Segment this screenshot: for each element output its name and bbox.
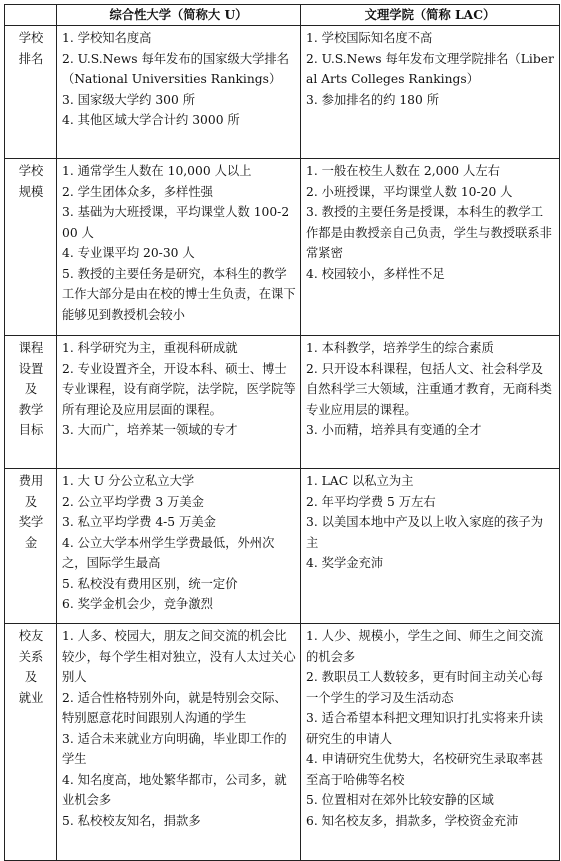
university-cell xyxy=(57,624,301,861)
lac-cell xyxy=(301,336,560,469)
list-item: 2. 公立平均学费 3 万美金 xyxy=(62,494,204,509)
item-list xyxy=(306,338,555,441)
header-lac: 文理学院（简称 LAC） xyxy=(301,5,560,26)
item-list xyxy=(306,626,555,831)
item-list xyxy=(306,471,555,574)
list-item: 3. 适合未来就业方向明确，毕业即工作的学生 xyxy=(62,731,287,766)
lac-cell xyxy=(301,624,560,861)
list-item: 1. 科学研究为主，重视科研成就 xyxy=(62,341,238,355)
list-item: 6. 奖学金机会少，竞争激烈 xyxy=(62,597,213,611)
list-item: 4. 奖学金充沛 xyxy=(306,556,384,570)
row-header xyxy=(5,159,57,336)
row-header-line: 就业 xyxy=(18,690,44,705)
item-list xyxy=(62,161,296,325)
item-list xyxy=(62,28,296,131)
list-item: 1. 本科教学，培养学生的综合素质 xyxy=(306,341,494,355)
row-header-line: 校友 xyxy=(18,629,44,643)
row-header xyxy=(5,624,57,861)
list-item: 4. 公立大学本州学生学费最低，外州次之，国际学生最高 xyxy=(62,535,275,570)
row-header-line: 奖学 xyxy=(18,515,44,529)
row-ranking xyxy=(5,26,560,159)
row-header-line: 费用 xyxy=(18,474,44,488)
row-header-line: 学校 xyxy=(18,164,44,178)
list-item: 4. 申请研究生优势大，名校研究生录取率甚至高于哈佛等名校 xyxy=(306,752,543,787)
row-curriculum xyxy=(5,336,560,469)
list-item: 2. 教职员工人数较多，更有时间主动关心每一个学生的学习及生活动态 xyxy=(306,670,543,705)
list-item: 3. 参加排名的约 180 所 xyxy=(306,92,440,107)
list-item: 5. 私校校友知名，捐款多 xyxy=(62,813,201,828)
row-scale xyxy=(5,159,560,336)
list-item: 2. 学生团体众多，多样性强 xyxy=(62,184,213,199)
list-item: 3. 以美国本地中产及以上收入家庭的孩子为主 xyxy=(306,515,543,550)
list-item: 4. 其他区域大学合计约 3000 所 xyxy=(62,113,240,127)
university-cell xyxy=(57,336,301,469)
row-header xyxy=(5,336,57,469)
row-header-line: 关系 xyxy=(18,649,44,664)
row-header-line: 目标 xyxy=(18,423,44,437)
item-list xyxy=(62,626,296,831)
list-item: 6. 知名校友多，捐款多，学校资金充沛 xyxy=(306,813,519,828)
list-item: 1. 学校国际知名度不高 xyxy=(306,31,433,45)
lac-cell xyxy=(301,26,560,159)
item-list xyxy=(306,28,555,110)
list-item: 3. 私立平均学费 4-5 万美金 xyxy=(62,515,216,529)
row-header-line: 及 xyxy=(24,382,38,396)
list-item: 1. 人多、校园大，朋友之间交流的机会比较少，每个学生相对独立，没有人太过关心别人 xyxy=(62,629,296,684)
list-item: 3. 国家级大学约 300 所 xyxy=(62,92,196,107)
item-list xyxy=(62,338,296,441)
list-item: 1. 一般在校生人数在 2,000 人左右 xyxy=(306,164,500,178)
list-item: 2. 专业设置齐全，开设本科、硕士、博士专业课程，设有商学院，法学院，医学院等所有理论及应用层面的课程。 xyxy=(62,361,296,417)
header-corner xyxy=(5,5,57,26)
row-header-line: 教学 xyxy=(18,402,44,417)
list-item: 1. LAC 以私立为主 xyxy=(306,474,414,488)
row-header-line: 金 xyxy=(24,535,38,550)
university-cell xyxy=(57,469,301,624)
list-item: 5. 教授的主要任务是研究，本科生的教学工作大部分是由在校的博士生负责，在课下能够见到教授机会较小 xyxy=(62,266,296,322)
list-item: 3. 适合希望本科把文理知识打扎实将来升读研究生的申请人 xyxy=(306,711,543,746)
list-item: 1. 学校知名度高 xyxy=(62,31,152,45)
list-item: 2. 年平均学费 5 万左右 xyxy=(306,494,436,509)
list-item: 3. 大而广，培养某一领域的专才 xyxy=(62,423,238,437)
list-item: 2. U.S.News 每年发布文理学院排名（Liberal Arts Colleges Rankings） xyxy=(306,51,554,86)
item-list xyxy=(62,471,296,615)
row-header-line: 学校 xyxy=(18,31,44,45)
row-header xyxy=(5,26,57,159)
row-header-line: 及 xyxy=(24,670,38,684)
lac-cell xyxy=(301,469,560,624)
row-header-line: 课程 xyxy=(18,341,44,355)
list-item: 1. 人少、规模小，学生之间、师生之间交流的机会多 xyxy=(306,629,543,664)
list-item: 5. 私校没有费用区别，统一定价 xyxy=(62,576,238,591)
row-header xyxy=(5,469,57,624)
university-cell xyxy=(57,159,301,336)
row-alumni xyxy=(5,624,560,861)
header-row xyxy=(5,5,560,26)
row-header-line: 规模 xyxy=(18,184,44,199)
item-list xyxy=(306,161,555,284)
university-cell xyxy=(57,26,301,159)
list-item: 2. U.S.News 每年发布的国家级大学排名（National Universities Rankings） xyxy=(62,51,290,86)
list-item: 4. 校园较小，多样性不足 xyxy=(306,266,445,281)
lac-cell xyxy=(301,159,560,336)
table-body xyxy=(5,26,560,861)
list-item: 3. 基础为大班授课，平均课堂人数 100-200 人 xyxy=(62,205,290,240)
list-item: 2. 只开设本科课程，包括人文、社会科学及自然科学三大领域，注重通才教育，无商科类专业应用层的课程。 xyxy=(306,361,552,417)
list-item: 1. 大 U 分公立私立大学 xyxy=(62,474,195,488)
list-item: 2. 适合性格特别外向，就是特别会交际、特别愿意花时间跟别人沟通的学生 xyxy=(62,690,287,725)
comparison-table xyxy=(4,4,560,861)
row-fees xyxy=(5,469,560,624)
list-item: 4. 专业课平均 20-30 人 xyxy=(62,246,195,260)
list-item: 4. 知名度高，地处繁华都市，公司多，就业机会多 xyxy=(62,772,287,807)
list-item: 3. 小而精，培养具有变通的全才 xyxy=(306,423,482,437)
list-item: 1. 通常学生人数在 10,000 人以上 xyxy=(62,164,252,178)
row-header-line: 设置 xyxy=(18,361,44,376)
row-header-line: 排名 xyxy=(18,51,44,66)
list-item: 5. 位置相对在郊外比较安静的区域 xyxy=(306,793,494,807)
list-item: 3. 教授的主要任务是授课，本科生的教学工作都是由教授亲自己负责，学生与教授联系非常紧密 xyxy=(306,205,552,260)
list-item: 2. 小班授课，平均课堂人数 10-20 人 xyxy=(306,184,513,199)
header-university: 综合性大学（简称大 U） xyxy=(57,5,301,26)
row-header-line: 及 xyxy=(24,494,38,509)
